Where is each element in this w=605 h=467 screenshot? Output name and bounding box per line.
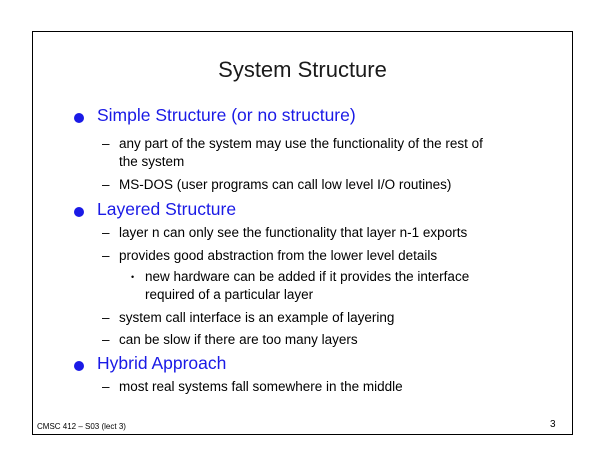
dash-marker: – — [102, 332, 110, 347]
item-text: the system — [119, 154, 185, 169]
subitem-text: new hardware can be added if it provides the interface — [145, 269, 470, 284]
item-text: provides good abstraction from the lower level details — [119, 248, 438, 263]
dash-marker: – — [102, 177, 110, 192]
item-text: system call interface is an example of layering — [119, 310, 395, 325]
dash-marker: – — [102, 248, 110, 263]
item-text: MS-DOS (user programs can call low level I/O routines) — [119, 177, 452, 192]
dash-marker: – — [102, 225, 110, 240]
section-heading-simple: Simple Structure (or no structure) — [97, 105, 356, 125]
sub-bullet-marker: • — [131, 272, 135, 282]
dash-marker: – — [102, 379, 110, 394]
subitem-text: required of a particular layer — [145, 287, 314, 302]
dash-marker: – — [102, 136, 110, 151]
item-text: can be slow if there are too many layers — [119, 332, 358, 347]
bullet-dot — [74, 113, 84, 123]
item-text: most real systems fall somewhere in the middle — [119, 379, 403, 394]
item-text: layer n can only see the functionality that layer n-1 exports — [119, 225, 468, 240]
bullet-dot — [74, 361, 84, 371]
section-heading-hybrid: Hybrid Approach — [97, 353, 227, 373]
item-text: any part of the system may use the functionality of the rest of — [119, 136, 483, 151]
page-number: 3 — [550, 419, 556, 430]
slide-footer: CMSC 412 – S03 (lect 3) — [37, 422, 126, 431]
dash-marker: – — [102, 310, 110, 325]
bullet-dot — [74, 207, 84, 217]
section-heading-layered: Layered Structure — [97, 199, 237, 219]
slide-title: System Structure — [218, 57, 387, 82]
